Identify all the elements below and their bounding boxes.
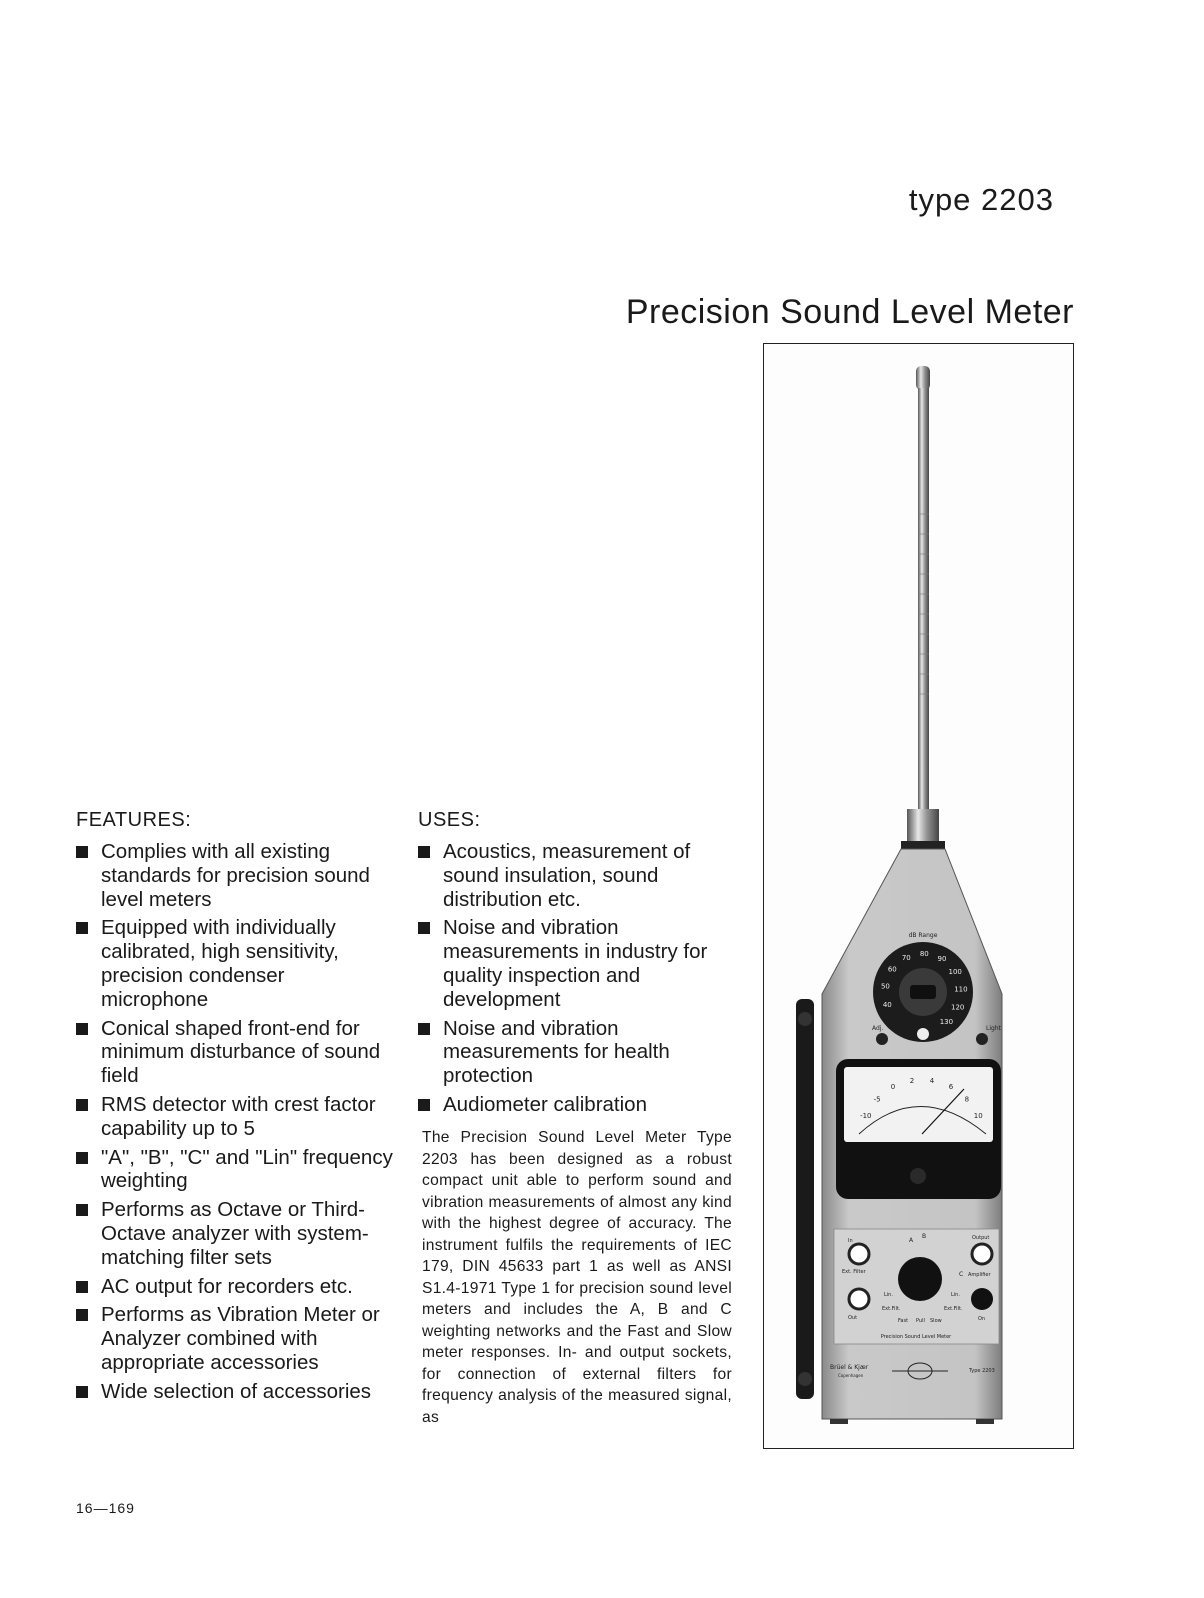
list-item (76, 1198, 396, 1269)
bullet-square-icon (76, 922, 88, 934)
bullet-square-icon (76, 1023, 88, 1035)
list-item (418, 1017, 738, 1088)
weight-label-extfilt-right: Ext.Filt. (944, 1306, 963, 1312)
out-label: Out (848, 1315, 858, 1321)
use-text: Noise and vibration measurements for health protection (443, 1016, 670, 1088)
weight-label-extfilt-left: Ext.Filt. (882, 1306, 901, 1312)
fast-label: Fast (898, 1318, 909, 1324)
list-item (76, 1275, 396, 1299)
use-text: Noise and vibration measurements in industry for quality inspection and development (443, 916, 708, 1011)
microphone-icon (916, 366, 930, 390)
dial-number: 50 (880, 982, 890, 991)
features-section (76, 808, 396, 1409)
meter-scale-number: -5 (873, 1095, 881, 1104)
list-item (76, 916, 396, 1011)
meter-scale-number: 8 (964, 1095, 970, 1104)
dial-number: 70 (901, 953, 911, 962)
feature-text: Performs as Octave or Third-Octave analyzer with system-matching filter sets (101, 1198, 369, 1269)
dial-number: 100 (948, 967, 962, 976)
feature-text: Conical shaped front-end for minimum disturbance of sound field (101, 1016, 381, 1088)
rod-base-ring (901, 841, 945, 849)
use-text: Acoustics, measurement of sound insulation, sound distribution etc. (443, 840, 691, 911)
rod-collar (907, 809, 939, 843)
meter-scale-number: 6 (948, 1083, 954, 1092)
bullet-square-icon (76, 846, 88, 858)
dial-number: 40 (882, 1001, 892, 1009)
bullet-square-icon (76, 1152, 88, 1164)
bullet-square-icon (418, 1099, 430, 1111)
list-item (76, 1380, 396, 1404)
meter-scale-number: -10 (860, 1111, 872, 1120)
analog-meter-face (844, 1067, 993, 1142)
carry-handle (796, 999, 814, 1399)
weight-label-lin-right: Lin. (951, 1292, 960, 1298)
weight-label-a: A (909, 1237, 914, 1244)
range-label: dB Range (908, 932, 938, 939)
zero-adjust-screw-icon (910, 1168, 926, 1184)
dial-number: 110 (954, 985, 968, 994)
adj-label: Adj. (872, 1025, 884, 1032)
list-item (76, 1146, 396, 1194)
feature-text: RMS detector with crest factor capability up to 5 (101, 1092, 376, 1140)
on-label: On (978, 1316, 986, 1322)
uses-list (418, 840, 738, 1117)
dial-number: 90 (937, 955, 947, 964)
bullet-square-icon (76, 1204, 88, 1216)
light-label: Light (986, 1025, 1001, 1032)
feature-text: AC output for recorders etc. (101, 1274, 353, 1298)
list-item (76, 1017, 396, 1088)
bullet-square-icon (418, 1023, 430, 1035)
list-item (418, 916, 738, 1011)
slow-label: Slow (930, 1318, 942, 1324)
microphone-extension-rod (918, 388, 929, 813)
weighting-selector-knob (898, 1257, 942, 1301)
feature-text: Complies with all existing standards for precision sound level meters (101, 840, 370, 911)
dial-number: 60 (887, 965, 897, 974)
weight-label-lin-left: Lin. (884, 1292, 893, 1298)
power-button-icon (971, 1288, 993, 1310)
meter-scale-number: 10 (973, 1111, 983, 1120)
list-item (418, 1093, 738, 1117)
adjust-screw-icon (876, 1033, 888, 1045)
amplifier-label: Amplifier (968, 1272, 991, 1278)
pull-label: Pull (916, 1318, 925, 1324)
bullet-square-icon (418, 922, 430, 934)
output-label: Output (972, 1235, 990, 1241)
list-item (76, 1303, 396, 1374)
list-item (76, 1093, 396, 1141)
bullet-square-icon (76, 1281, 88, 1293)
meter-scale-number: 2 (909, 1076, 915, 1085)
bullet-square-icon (418, 846, 430, 858)
body-paragraph: The Precision Sound Level Meter Type 2203 has been designed as a robust compact unit able to perform sound and vibration measurements of almost any kind with the highest degree of accuracy. The instrument fulfils the requirements of IEC 179, DIN 45633 part 1 as well as ANSI S1.4-1971 Type 1 for precision sound level meters and includes the A, B and C weighting networks and the Fast and Slow meter responses. In- and output sockets, for connection of external filters for frequency analysis of the measured signal, as (422, 1129, 732, 1426)
input-socket-icon (849, 1244, 869, 1264)
maker-label: Brüel & Kjær (830, 1364, 869, 1371)
input-label: In (848, 1238, 853, 1244)
feature-text: Performs as Vibration Meter or Analyzer combined with appropriate accessories (101, 1303, 380, 1374)
type-label: type 2203 (908, 182, 1054, 217)
device-name-label: Precision Sound Level Meter (880, 1334, 952, 1340)
dial-number: 80 (919, 950, 929, 958)
dial-number: 130 (939, 1017, 954, 1026)
use-text: Audiometer calibration (443, 1092, 647, 1116)
bullet-square-icon (76, 1099, 88, 1111)
feature-text: "A", "B", "C" and "Lin" frequency weighting (101, 1145, 393, 1193)
weight-label-c: C (959, 1271, 964, 1278)
meter-scale-number: 4 (929, 1076, 935, 1085)
dial-number: 120 (951, 1003, 965, 1012)
product-photo (763, 343, 1074, 1449)
uses-heading: USES: (418, 809, 481, 831)
meter-scale-number: 0 (890, 1083, 896, 1092)
sound-level-meter-illustration (764, 344, 1072, 1447)
page-title: Precision Sound Level Meter (625, 293, 1074, 331)
features-heading: FEATURES: (76, 809, 192, 831)
weight-label-b: B (922, 1233, 927, 1240)
bullet-square-icon (76, 1386, 88, 1398)
light-button-icon (976, 1033, 988, 1045)
list-item (76, 840, 396, 911)
maker-city-label: Copenhagen (838, 1373, 864, 1378)
ext-filter-label: Ext. Filter (842, 1269, 866, 1275)
feature-text: Equipped with individually calibrated, high sensitivity, precision condenser microphone (101, 916, 339, 1011)
list-item (418, 840, 738, 911)
feature-text: Wide selection of accessories (101, 1379, 372, 1403)
uses-section (418, 808, 738, 1122)
bullet-square-icon (76, 1309, 88, 1321)
page-number: 16—169 (76, 1500, 135, 1516)
features-list (76, 840, 396, 1404)
output-socket-icon (849, 1289, 869, 1309)
amplifier-socket-icon (972, 1244, 992, 1264)
type-plate-label: Type 2203 (969, 1368, 995, 1374)
